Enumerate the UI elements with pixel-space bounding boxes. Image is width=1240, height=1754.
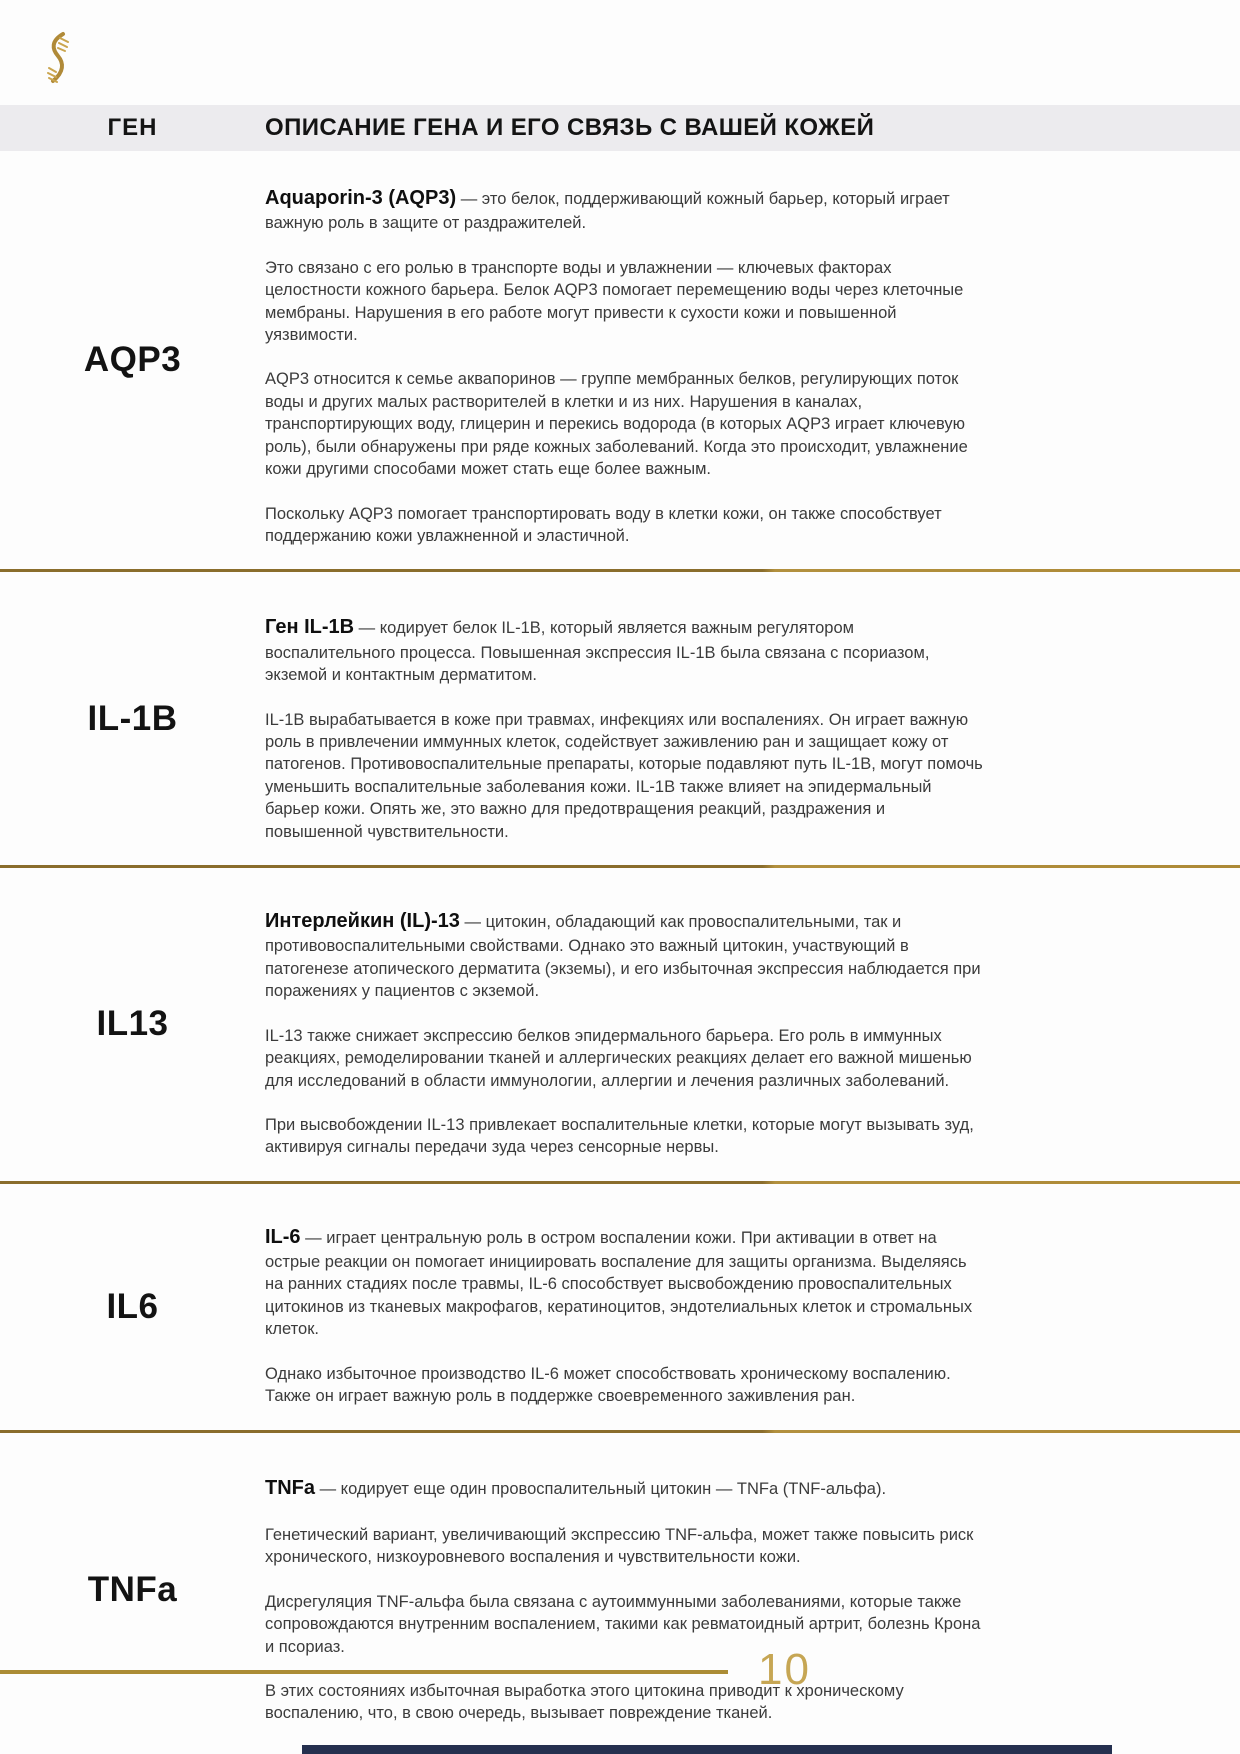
gene-row-il13: [0, 868, 1240, 1181]
page-number: 10: [758, 1645, 811, 1694]
gene-table: [0, 151, 1240, 1747]
paragraph-text: — цитокин, обладающий как провоспалительными, так и противовоспалительными свойствами. Однако это важный цитокин, участвующий в патогенезе атопического дерматита (экземы), и его избыточная экспрессия наблюдается при поражениях у пациентов с экземой.: [265, 913, 981, 1001]
gene-label: IL13: [96, 1004, 169, 1044]
gene-term-lead: IL-6: [265, 1225, 301, 1248]
gene-term-lead: Aquaporin-3 (AQP3): [265, 187, 457, 209]
paragraph: [265, 185, 985, 235]
paragraph: В этих состояниях избыточная выработка этого цитокина приводит к хроническому воспалению, что, в свою очередь, вызывает повреждение тканей.: [265, 1682, 904, 1723]
gene-term-lead: TNFa: [265, 1476, 315, 1499]
table-header: [0, 105, 1240, 151]
paragraph-text: — играет центральную роль в остром воспалении кожи. При активации в ответ на острые реакции он помогает инициировать воспаление для защиты организма. Выделяясь на ранних стадиях после травмы, IL-6 способствует высвобождению провоспалительных цитокинов из тканевых макрофагов, кератиноцитов, эндотелиальных клеток и стромальных клеток.: [265, 1228, 973, 1339]
paragraph-text: — это белок, поддерживающий кожный барьер, который играет важную роль в защите от раздражителей.: [265, 190, 950, 233]
paragraph: Дисрегуляция TNF-альфа была связана с аутоиммунными заболеваниями, которые также сопровождаются внутренним воспалением, такими как ревматоидный артрит, болезнь Крона и псориаз.: [265, 1592, 981, 1656]
gene-label: TNFa: [87, 1569, 178, 1609]
gene-column-header: ГЕН: [107, 114, 158, 141]
description-column-header: ОПИСАНИЕ ГЕНА И ЕГО СВЯЗЬ С ВАШЕЙ КОЖЕЙ: [265, 114, 875, 141]
paragraph: Это связано с его ролью в транспорте воды и увлажнении — ключевых факторах целостности кожного барьера. Белок AQP3 помогает перемещению воды через клеточные мембраны. Нарушения в его работе могут привести к сухости кожи и повышенной уязвимости.: [265, 258, 964, 344]
paragraph: [265, 908, 985, 1003]
gene-label: IL-1B: [87, 698, 178, 738]
paragraph: [265, 614, 985, 686]
gene-label: IL6: [106, 1286, 159, 1326]
paragraph-text: — кодирует еще один провоспалительный цитокин — TNFa (TNF-альфа).: [315, 1479, 887, 1498]
gene-description: [265, 868, 985, 1181]
paragraph: IL-13 также снижает экспрессию белков эпидермального барьера. Его роль в иммунных реакциях, ремоделировании тканей и аллергических реакциях делает его важной мишенью для исследований в области иммунологии, аллергии и лечения различных заболеваний.: [265, 1026, 972, 1090]
paragraph: [265, 1224, 985, 1341]
gene-term-lead: Интерлейкин (IL)-13: [265, 910, 460, 933]
paragraph: [265, 1475, 985, 1502]
paragraph: Генетический вариант, увеличивающий экспрессию TNF-альфа, может также повысить риск хронического, низкоуровневого воспаления и чувствительности кожи.: [265, 1525, 974, 1567]
gene-label: AQP3: [83, 340, 182, 380]
gene-description: [265, 1184, 985, 1430]
gene-description: [265, 572, 985, 865]
footer-rule: [0, 1670, 728, 1674]
paragraph: При высвобождении IL-13 привлекает воспалительные клетки, которые могут вызывать зуд, активируя сигналы передачи зуда через сенсорные нервы.: [265, 1115, 974, 1157]
gene-row-il6: [0, 1184, 1240, 1430]
paragraph: Поскольку AQP3 помогает транспортировать воду в клетки кожи, он также способствует поддержанию кожи увлажненной и эластичной.: [265, 504, 942, 545]
gene-row-aqp3: [0, 151, 1240, 569]
gene-term-lead: Ген IL-1B: [265, 616, 355, 639]
bottom-edge-bar: [302, 1745, 1112, 1754]
gene-description: [265, 151, 985, 569]
paragraph-text: — кодирует белок IL-1B, который является важным регулятором воспалительного процесса. Повышенная экспрессия IL-1B была связана с псориазом, экземой и контактным дерматитом.: [265, 619, 930, 685]
paragraph: AQP3 относится к семье аквапоринов — группе мембранных белков, регулирующих поток воды и других малых растворителей в клетки и из них. Нарушения в каналах, транспортирующих воду, глицерин и перекись водорода (в которых AQP3 играет ключевую роль), были обнаружены при ряде кожных заболеваний. Когда это происходит, увлажнение кожи другими способами может стать еще более важным.: [265, 370, 968, 479]
dna-helix-icon: [42, 30, 74, 88]
paragraph: Однако избыточное производство IL-6 может способствовать хроническому воспалению. Также он играет важную роль в поддержке своевременного заживления ран.: [265, 1364, 951, 1406]
paragraph: IL-1B вырабатывается в коже при травмах, инфекциях или воспалениях. Он играет важную роль в привлечении иммунных клеток, содействует заживлению ран и защищает кожу от патогенов. Противовоспалительные препараты, которые подавляют путь IL-1B, могут помочь уменьшить воспалительные заболевания кожи. IL-1B также влияет на эпидермальный барьер кожи. Опять же, это важно для предотвращения реакций, раздражения и повышенной чувствительности.: [265, 710, 983, 841]
gene-description: [265, 1433, 985, 1747]
gene-row-il1b: [0, 572, 1240, 865]
gene-row-tnfa: [0, 1433, 1240, 1747]
